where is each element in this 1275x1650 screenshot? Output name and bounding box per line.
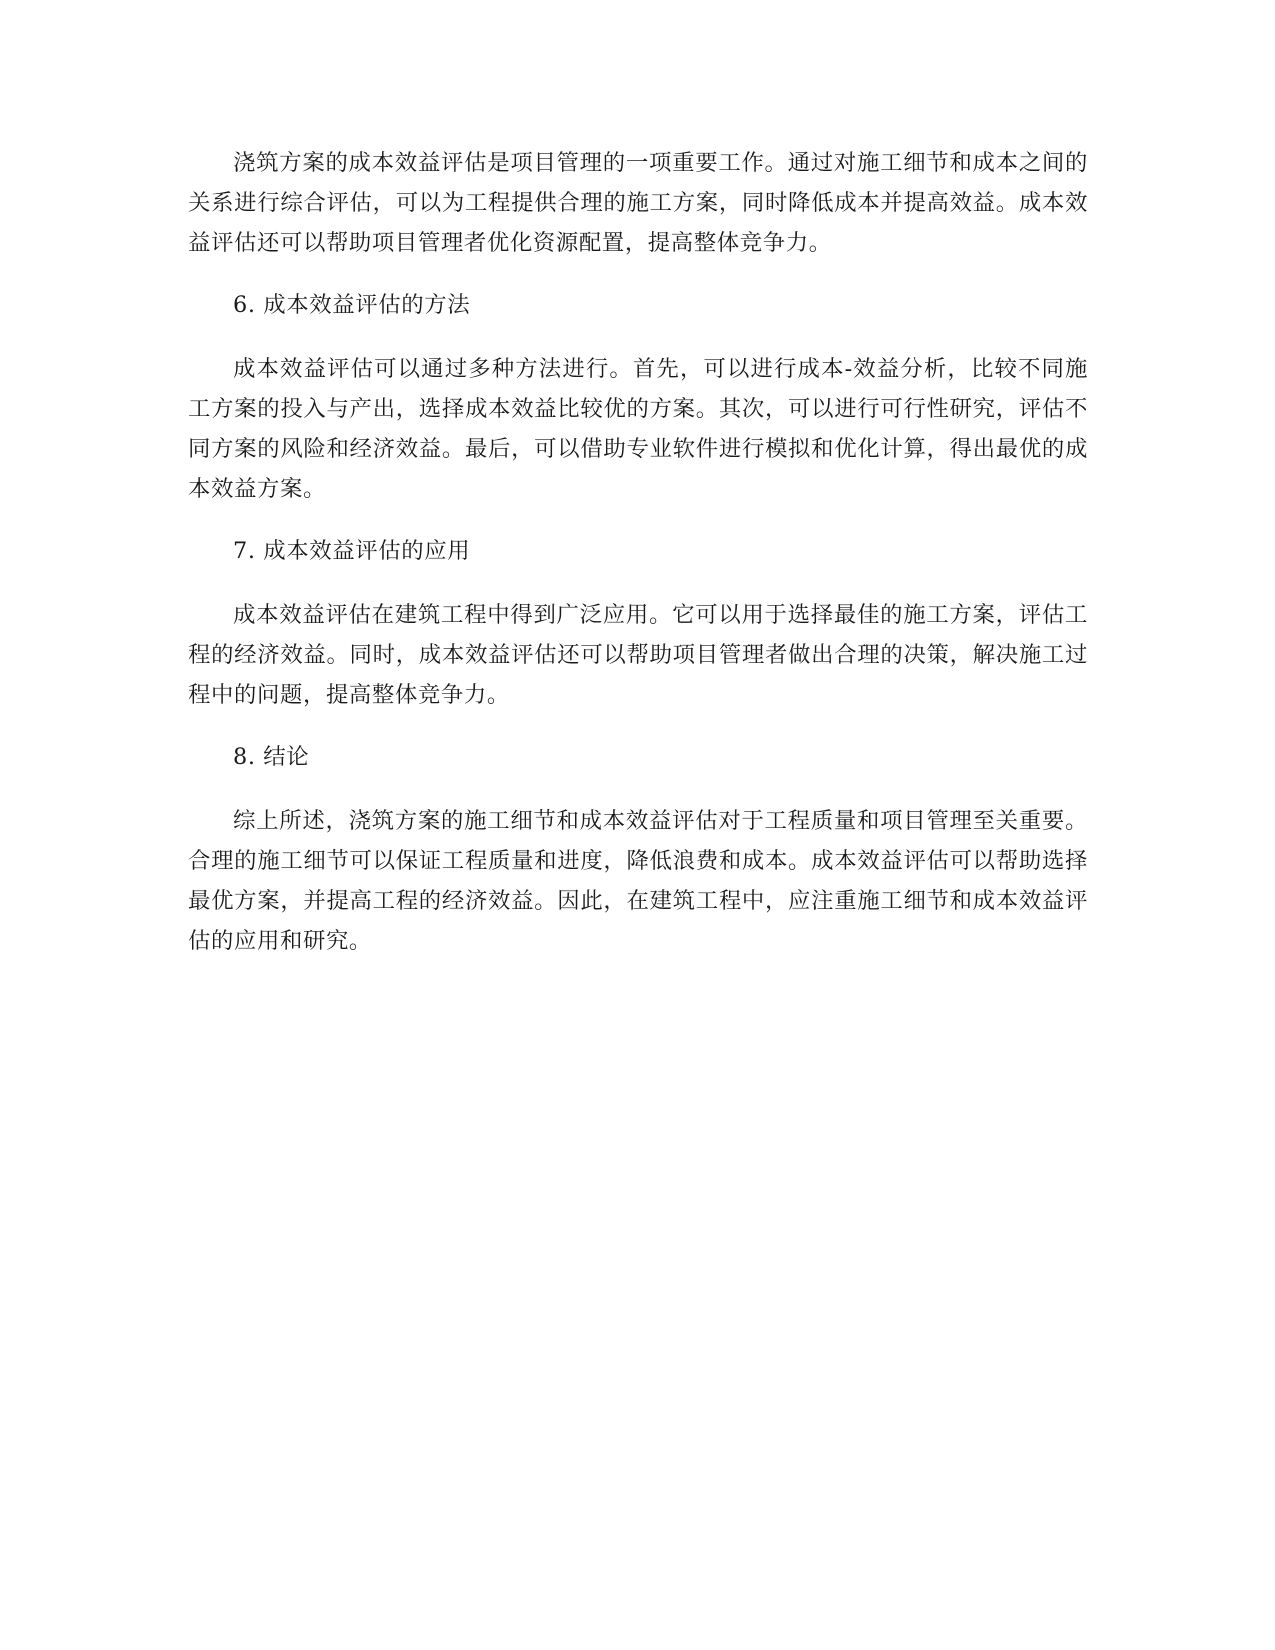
paragraph-cost-benefit-intro: 浇筑方案的成本效益评估是项目管理的一项重要工作。通过对施工细节和成本之间的关系进行综合评估，可以为工程提供合理的施工方案，同时降低成本并提高效益。成本效益评估还可以帮助项目管理者优化资源配置，提高整体竞争力。	[188, 150, 1088, 256]
paragraph-evaluation-applications: 成本效益评估在建筑工程中得到广泛应用。它可以用于选择最佳的施工方案，评估工程的经济效益。同时，成本效益评估还可以帮助项目管理者做出合理的决策，解决施工过程中的问题，提高整体竞争力。	[188, 602, 1088, 708]
paragraph-evaluation-methods: 成本效益评估可以通过多种方法进行。首先，可以进行成本-效益分析，比较不同施工方案的投入与产出，选择成本效益比较优的方案。其次，可以进行可行性研究，评估不同方案的风险和经济效益。最后，可以借助专业软件进行模拟和优化计算，得出最优的成本效益方案。	[188, 356, 1088, 502]
section-heading-7: 7. 成本效益评估的应用	[233, 538, 471, 564]
section-heading-8: 8. 结论	[233, 744, 310, 770]
document-body	[188, 143, 1088, 983]
section-heading-6: 6. 成本效益评估的方法	[233, 292, 471, 318]
paragraph-conclusion: 综上所述，浇筑方案的施工细节和成本效益评估对于工程质量和项目管理至关重要。合理的施工细节可以保证工程质量和进度，降低浪费和成本。成本效益评估可以帮助选择最优方案，并提高工程的经济效益。因此，在建筑工程中，应注重施工细节和成本效益评估的应用和研究。	[188, 808, 1088, 954]
